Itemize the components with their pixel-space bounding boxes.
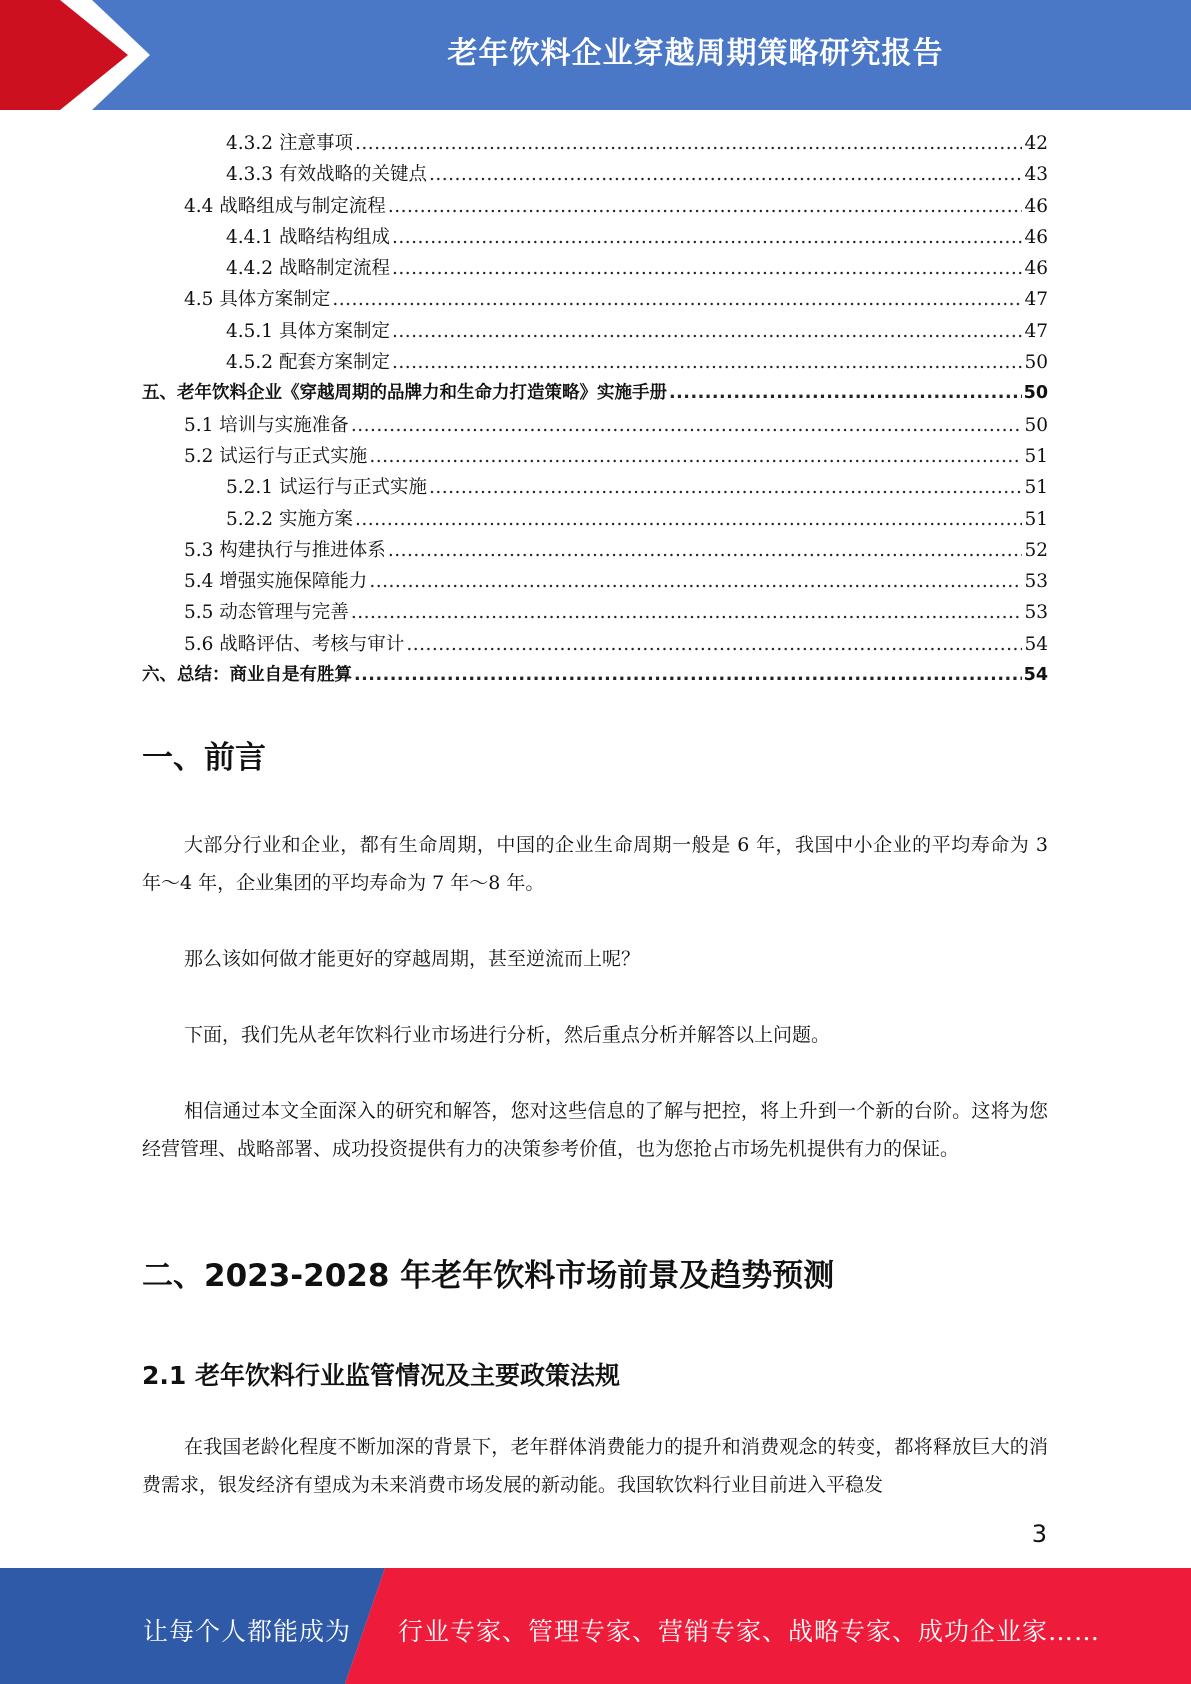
toc-entry-page: 47 bbox=[1024, 289, 1048, 311]
toc-entry-label: 5.1 培训与实施准备 bbox=[184, 414, 349, 436]
toc-entry-page: 53 bbox=[1024, 602, 1048, 624]
toc-entry-label: 4.5.1 具体方案制定 bbox=[226, 320, 390, 342]
toc-entry-page: 51 bbox=[1024, 445, 1048, 467]
toc-entry[interactable] bbox=[142, 504, 1048, 535]
page-footer bbox=[0, 1568, 1191, 1684]
toc-entry[interactable] bbox=[142, 535, 1048, 566]
toc-entry-label: 4.3.2 注意事项 bbox=[226, 133, 353, 154]
toc-entry-label: 5.4 增强实施保障能力 bbox=[184, 571, 368, 593]
toc-entry-page: 53 bbox=[1024, 571, 1048, 593]
toc-dot-leader bbox=[332, 284, 1022, 315]
toc-entry-page: 46 bbox=[1024, 258, 1048, 280]
toc-entry-label: 5.2 试运行与正式实施 bbox=[184, 445, 368, 467]
page-header bbox=[0, 0, 1191, 110]
paragraph: 在我国老龄化程度不断加深的背景下，老年群体消费能力的提升和消费观念的转变，都将释放巨大的消费需求，银发经济有望成为未来消费市场发展的新动能。我国软饮料行业目前进入平稳发 bbox=[142, 1436, 1048, 1496]
toc-dot-leader bbox=[354, 660, 1022, 691]
toc-entry-label: 五、老年饮料企业《穿越周期的品牌力和生命力打造策略》实施手册 bbox=[142, 383, 667, 404]
toc-entry-label: 5.2.1 试运行与正式实施 bbox=[226, 477, 427, 499]
toc-entry[interactable] bbox=[142, 629, 1048, 660]
toc-dot-leader bbox=[369, 566, 1022, 597]
toc-entry-label: 5.6 战略评估、考核与审计 bbox=[184, 633, 405, 655]
toc-entry[interactable] bbox=[142, 316, 1048, 347]
toc-entry-page: 50 bbox=[1024, 352, 1048, 374]
toc-entry[interactable] bbox=[142, 191, 1048, 222]
toc-entry-label: 5.2.2 实施方案 bbox=[226, 508, 353, 530]
toc-entry-page: 42 bbox=[1024, 133, 1048, 154]
toc-entry[interactable] bbox=[142, 566, 1048, 597]
toc-dot-leader bbox=[351, 410, 1023, 441]
toc-dot-leader bbox=[388, 535, 1023, 566]
toc-dot-leader bbox=[669, 378, 1022, 409]
toc-entry-label: 六、总结：商业自是有胜算 bbox=[142, 665, 352, 686]
toc-entry[interactable] bbox=[142, 128, 1048, 159]
toc-entry-label: 4.4.2 战略制定流程 bbox=[226, 258, 390, 280]
toc-dot-leader bbox=[392, 222, 1022, 253]
page-number: 3 bbox=[1031, 1520, 1047, 1548]
toc-entry-page: 54 bbox=[1024, 633, 1048, 655]
paragraph: 相信通过本文全面深入的研究和解答，您对这些信息的了解与把控，将上升到一个新的台阶。这将为您经营管理、战略部署、成功投资提供有力的决策参考价值，也为您抢占市场先机提供有力的保证。 bbox=[142, 1100, 1048, 1160]
toc-dot-leader bbox=[392, 253, 1022, 284]
toc-entry[interactable] bbox=[142, 253, 1048, 284]
toc-entry-page: 46 bbox=[1024, 226, 1048, 248]
toc-entry[interactable] bbox=[142, 472, 1048, 503]
toc-dot-leader bbox=[355, 504, 1023, 535]
footer-slogan-right: 行业专家、管理专家、营销专家、战略专家、成功企业家…… bbox=[398, 1617, 1101, 1646]
toc-entry-label: 4.3.3 有效战略的关键点 bbox=[226, 164, 427, 186]
toc-entry-page: 54 bbox=[1023, 665, 1048, 686]
toc-dot-leader bbox=[369, 441, 1022, 472]
toc-entry-label: 5.3 构建执行与推进体系 bbox=[184, 539, 386, 561]
toc-entry-page: 51 bbox=[1024, 508, 1048, 530]
toc-entry[interactable] bbox=[142, 597, 1048, 628]
toc-entry[interactable] bbox=[142, 347, 1048, 378]
toc-entry-label: 4.5.2 配套方案制定 bbox=[226, 352, 390, 374]
toc-entry-label: 4.4 战略组成与制定流程 bbox=[184, 195, 386, 217]
toc-entry-page: 51 bbox=[1024, 477, 1048, 499]
paragraph: 那么该如何做才能更好的穿越周期，甚至逆流而上呢？ bbox=[184, 948, 641, 970]
toc-entry[interactable] bbox=[142, 441, 1048, 472]
toc-entry-page: 50 bbox=[1023, 383, 1048, 404]
toc-entry[interactable] bbox=[142, 222, 1048, 253]
toc-entry-page: 46 bbox=[1024, 195, 1048, 217]
paragraph: 大部分行业和企业，都有生命周期，中国的企业生命周期一般是 6 年，我国中小企业的平均寿命为 3 年～4 年，企业集团的平均寿命为 7 年～8 年。 bbox=[142, 834, 1048, 894]
subsection-heading: 2.1 老年饮料行业监管情况及主要政策法规 bbox=[142, 1361, 620, 1390]
toc-dot-leader bbox=[406, 629, 1022, 660]
toc-entry-page: 52 bbox=[1024, 539, 1048, 561]
toc-entry-label: 5.5 动态管理与完善 bbox=[184, 602, 349, 624]
toc-entry-label: 4.5 具体方案制定 bbox=[184, 289, 331, 311]
table-of-contents bbox=[142, 128, 1048, 691]
toc-entry[interactable] bbox=[142, 410, 1048, 441]
toc-dot-leader bbox=[392, 316, 1022, 347]
toc-entry[interactable] bbox=[142, 284, 1048, 315]
toc-entry-page: 43 bbox=[1024, 164, 1048, 186]
toc-entry[interactable] bbox=[142, 159, 1048, 190]
toc-dot-leader bbox=[351, 597, 1023, 628]
section-heading-market-outlook: 二、2023-2028 年老年饮料市场前景及趋势预测 bbox=[142, 1258, 835, 1294]
toc-entry[interactable] bbox=[142, 378, 1048, 409]
paragraph: 下面，我们先从老年饮料行业市场进行分析，然后重点分析并解答以上问题。 bbox=[184, 1024, 831, 1046]
toc-dot-leader bbox=[429, 472, 1022, 503]
toc-entry-label: 4.4.1 战略结构组成 bbox=[226, 226, 390, 248]
section-heading-preface: 一、前言 bbox=[142, 740, 266, 776]
toc-dot-leader bbox=[392, 347, 1022, 378]
footer-slogan-left: 让每个人都能成为 bbox=[143, 1617, 352, 1646]
toc-entry[interactable] bbox=[142, 660, 1048, 691]
header-title: 老年饮料企业穿越周期策略研究报告 bbox=[447, 36, 944, 71]
toc-dot-leader bbox=[429, 159, 1022, 190]
toc-entry-page: 50 bbox=[1024, 414, 1048, 436]
toc-dot-leader bbox=[388, 191, 1023, 222]
toc-dot-leader bbox=[355, 128, 1023, 159]
toc-entry-page: 47 bbox=[1024, 320, 1048, 342]
